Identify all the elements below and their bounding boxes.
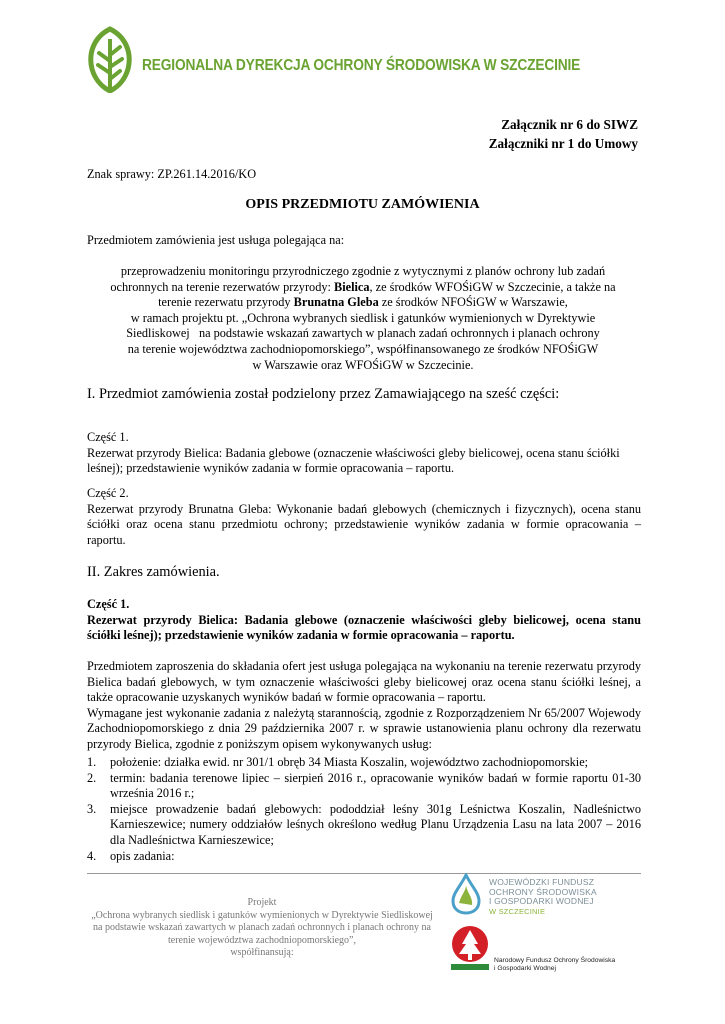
nfos-logo (449, 924, 491, 972)
scope-part-1-text: Rezerwat przyrody Bielica: Badania glebowe (oznaczenie właściwości gleby bielicowej, ocena stanu ściółki leśnej); przedstawienie wyników zadania w formie opracowania – raportu. (87, 612, 641, 643)
description-line: w Warszawie oraz WFOŚiGW w Szczecinie. (252, 357, 474, 372)
description-line: terenie rezerwatu przyrody Brunatna Gleba ze środków NFOŚiGW w Warszawie, (158, 295, 568, 310)
list-item: 4. opis zadania: (87, 848, 175, 863)
footer-project (87, 897, 437, 960)
order-description (87, 264, 639, 373)
attachment-label (489, 115, 638, 153)
attachment-line-2: Załączniki nr 1 do Umowy (488, 136, 638, 151)
service-list (87, 755, 641, 864)
document-title: OPIS PRZEDMIOTU ZAMÓWIENIA (245, 197, 480, 212)
intro-text: Przedmiotem zamówienia jest usługa polegająca na: (87, 233, 345, 247)
footer-cofinanced: współfinansują: (230, 947, 294, 959)
wfos-name: WOJEWÓDZKI FUNDUSZ OCHRONY ŚRODOWISKA I GOSPODARKI WODNEJ W SZCZECINIE (489, 877, 597, 916)
description-line: ochronnych na terenie rezerwatów przyrody: Bielica, ze środków WFOŚiGW w Szczecinie, a także na (110, 279, 616, 294)
description-line: przeprowadzeniu monitoringu przyrodniczego zgodnie z wytycznymi z planów ochrony lub zadań (120, 264, 606, 278)
part-2-text: Rezerwat przyrody Brunatna Gleba: Wykonanie badań glebowych (chemicznych i fizycznych), ocena stanu ściółki oraz ocena stanu przedmiotu ochrony; przedstawienie wyników zadania w formie opracowania – raportu. (87, 501, 641, 547)
part-1 (87, 430, 641, 477)
list-item: 2. termin: badania terenowe lipiec – sierpień 2016 r., opracowanie wyników badań w formie raportu 01-30 września 2016 r.; (87, 770, 641, 801)
org-name: REGIONALNA DYREKCJA OCHRONY ŚRODOWISKA W SZCZECINIE (142, 57, 581, 74)
description-line: w ramach projektu pt. „Ochrona wybranych siedlisk i gatunków wymienionych w Dyrektywie (130, 310, 596, 325)
part-2 (87, 486, 641, 548)
nfos-name: Narodowy Fundusz Ochrony Środowiska i Gospodarki Wodnej (494, 957, 616, 972)
rdos-leaf-logo (86, 25, 134, 93)
case-reference: Znak sprawy: ZP.261.14.2016/KO (87, 167, 257, 181)
section-1-heading: I. Przedmiot zamówienia został podzielony przez Zamawiającego na sześć części: (87, 386, 560, 402)
description-line: Siedliskowej na podstawie wskazań zawartych w planach zadań ochronnych i planach ochrony (126, 326, 600, 341)
list-item: 1. położenie: działka ewid. nr 301/1 obręb 34 Miasta Koszalin, województwo zachodniopomorskie; (87, 755, 589, 769)
part-2-label: Część 2. (87, 486, 129, 500)
body-paragraph-2: Wymagane jest wykonanie zadania z należytą starannością, zgodnie z Rozporządzeniem Nr 65/2007 Wojewody Zachodniopomorskiego z dnia 29 października 2007 r. w sprawie ustanowienia planu ochrony dla rezerwatu przyrody Bielica, zgodnie z poniższym opisem wykonywanych usług: (87, 705, 641, 751)
wfos-drop-logo (450, 873, 482, 915)
scope-part-1-label: Część 1. (87, 597, 130, 611)
body-paragraph-1: Przedmiotem zaproszenia do składania ofert jest usługa polegająca na wykonaniu na terenie rezerwatu przyrody Bielica badań glebowych, w tym oznaczenie właściwości gleby bielicowej oraz ocena stanu ściółki leśnej, a także opracowanie uzyskanych wyników badań w formie opracowania – raportu. (87, 659, 641, 705)
footer-divider (87, 873, 641, 874)
body-text (87, 659, 641, 753)
section-2-heading: II. Zakres zamówienia. (87, 564, 220, 580)
scope-part-1 (87, 597, 641, 644)
footer-project-text: „Ochrona wybranych siedlisk i gatunków wymienionych w Dyrektywie Siedliskowej na podstawie wskazań zawartych w planach zadań ochronnych i planach ochrony na terenie województwa zachodniopomorskiego”, (91, 909, 433, 946)
footer-project-label: Projekt (247, 897, 277, 908)
list-item: 3. miejsce prowadzenie badań glebowych: pododdział leśny 301g Leśnictwa Koszalin, Nadleśnictwo Karnieszewice; numery oddziałów leśnych określono według Planu Urządzenia Lasu na lata 2007 – 2016 dla Nadleśnictwa Karnieszewice; (87, 801, 641, 847)
part-1-label: Część 1. (87, 430, 129, 444)
description-line: na terenie województwa zachodniopomorskiego”, współfinansowanego ze środków NFOŚiGW (127, 341, 599, 356)
attachment-line-1: Załącznik nr 6 do SIWZ (501, 117, 638, 132)
part-1-text: Rezerwat przyrody Bielica: Badania glebowe (oznaczenie właściwości gleby bielicowej, ocena stanu ściółki leśnej); przedstawienie wyników zadania w formie opracowania – raportu. (87, 445, 620, 476)
